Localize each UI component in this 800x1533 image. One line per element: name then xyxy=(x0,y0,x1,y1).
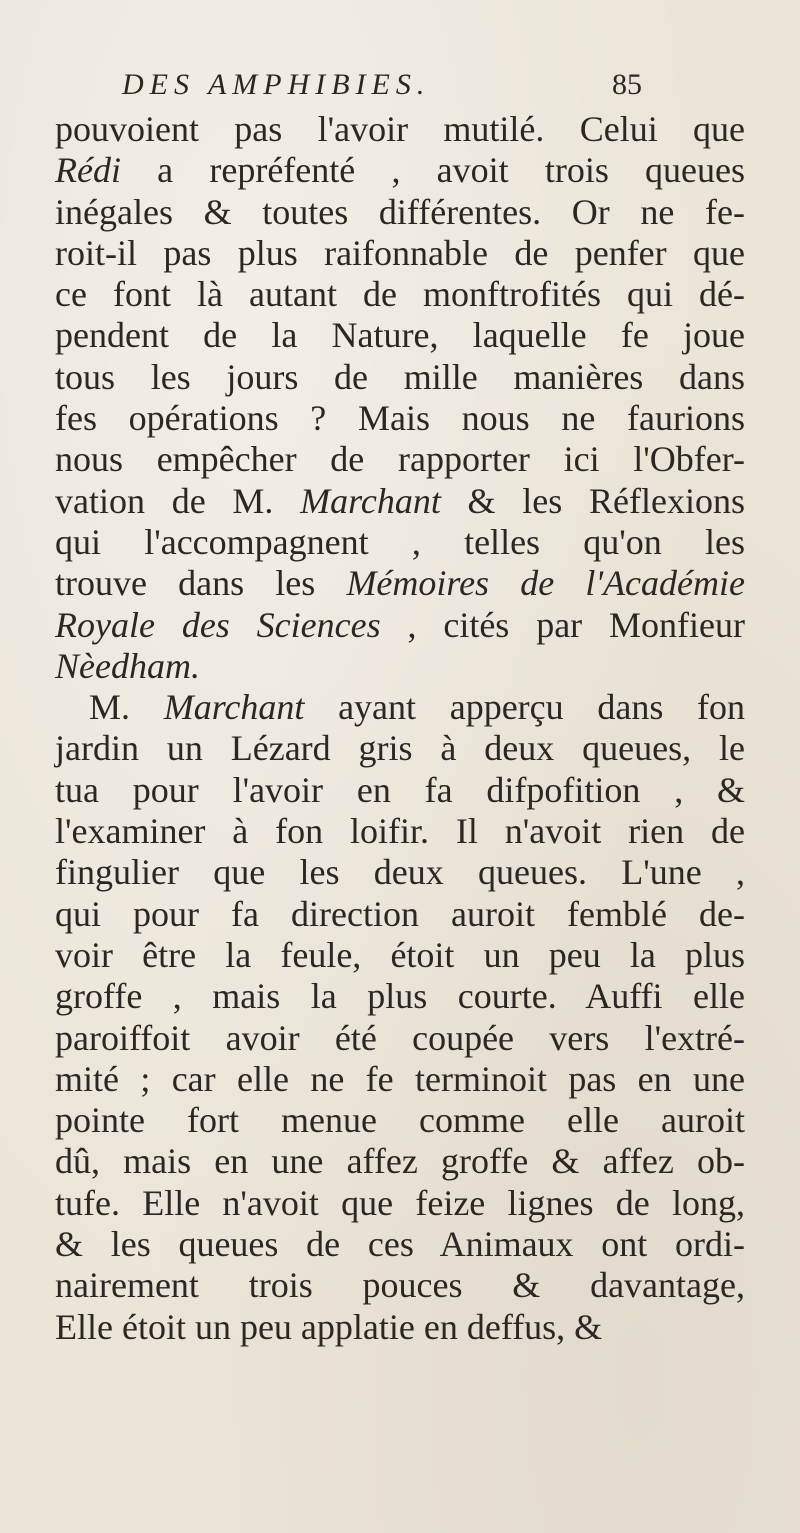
text-line: Royale des Sciences , cités par Monfieur xyxy=(55,604,745,645)
text-line: tua pour l'avoir en fa difpofition , & xyxy=(55,769,745,810)
text-line: paroiffoit avoir été coupée vers l'extré- xyxy=(55,1017,745,1058)
text-line: pouvoient pas l'avoir mutilé. Celui que xyxy=(55,109,745,149)
text-line: pointe fort menue comme elle auroit xyxy=(55,1100,745,1141)
text-line: Elle étoit un peu applatie en deffus, & xyxy=(55,1306,603,1347)
body-text xyxy=(55,109,745,1348)
text-line: M. Marchant ayant apperçu dans fon xyxy=(89,687,746,728)
page-number: 85 xyxy=(612,68,642,101)
text-line: fes opérations ? Mais nous ne faurions xyxy=(55,398,745,439)
text-line: nairement trois pouces & davantage, xyxy=(55,1265,745,1306)
text-line: jardin un Lézard gris à deux queues, le xyxy=(55,728,745,769)
text-line: dû, mais en une affez groffe & affez ob- xyxy=(55,1141,745,1182)
text-line: l'examiner à fon loifir. Il n'avoit rien de xyxy=(55,811,745,852)
text-line: groffe , mais la plus courte. Auffi elle xyxy=(55,976,745,1017)
text-line: ce font là autant de monftrofités qui dé- xyxy=(55,274,745,315)
text-line: inégales & toutes différentes. Or ne fe- xyxy=(55,191,745,232)
text-line: fingulier que les deux queues. L'une , xyxy=(55,852,745,893)
text-line: mité ; car elle ne fe terminoit pas en une xyxy=(55,1058,745,1099)
text-line: trouve dans les Mémoires de l'Académie xyxy=(55,563,745,604)
text-line: tous les jours de mille manières dans xyxy=(55,356,745,397)
text-line: pendent de la Nature, laquelle fe joue xyxy=(55,315,745,356)
text-line: & les queues de ces Animaux ont ordi- xyxy=(55,1224,745,1265)
text-line: roit-il pas plus raifonnable de penfer que xyxy=(55,232,745,273)
text-line: Nèedham. xyxy=(55,645,200,686)
text-line: qui l'accompagnent , telles qu'on les xyxy=(55,521,745,562)
text-line: vation de M. Marchant & les Réflexions xyxy=(55,480,745,521)
text-line: Rédi a repréfenté , avoit trois queues xyxy=(55,150,745,191)
text-line: tufe. Elle n'avoit que feize lignes de long, xyxy=(55,1182,745,1223)
text-line: nous empêcher de rapporter ici l'Obfer- xyxy=(55,439,745,480)
running-head: DES AMPHIBIES. xyxy=(122,68,431,101)
text-line: voir être la feule, étoit un peu la plus xyxy=(55,934,745,975)
text-line: qui pour fa direction auroit femblé de- xyxy=(55,893,745,934)
